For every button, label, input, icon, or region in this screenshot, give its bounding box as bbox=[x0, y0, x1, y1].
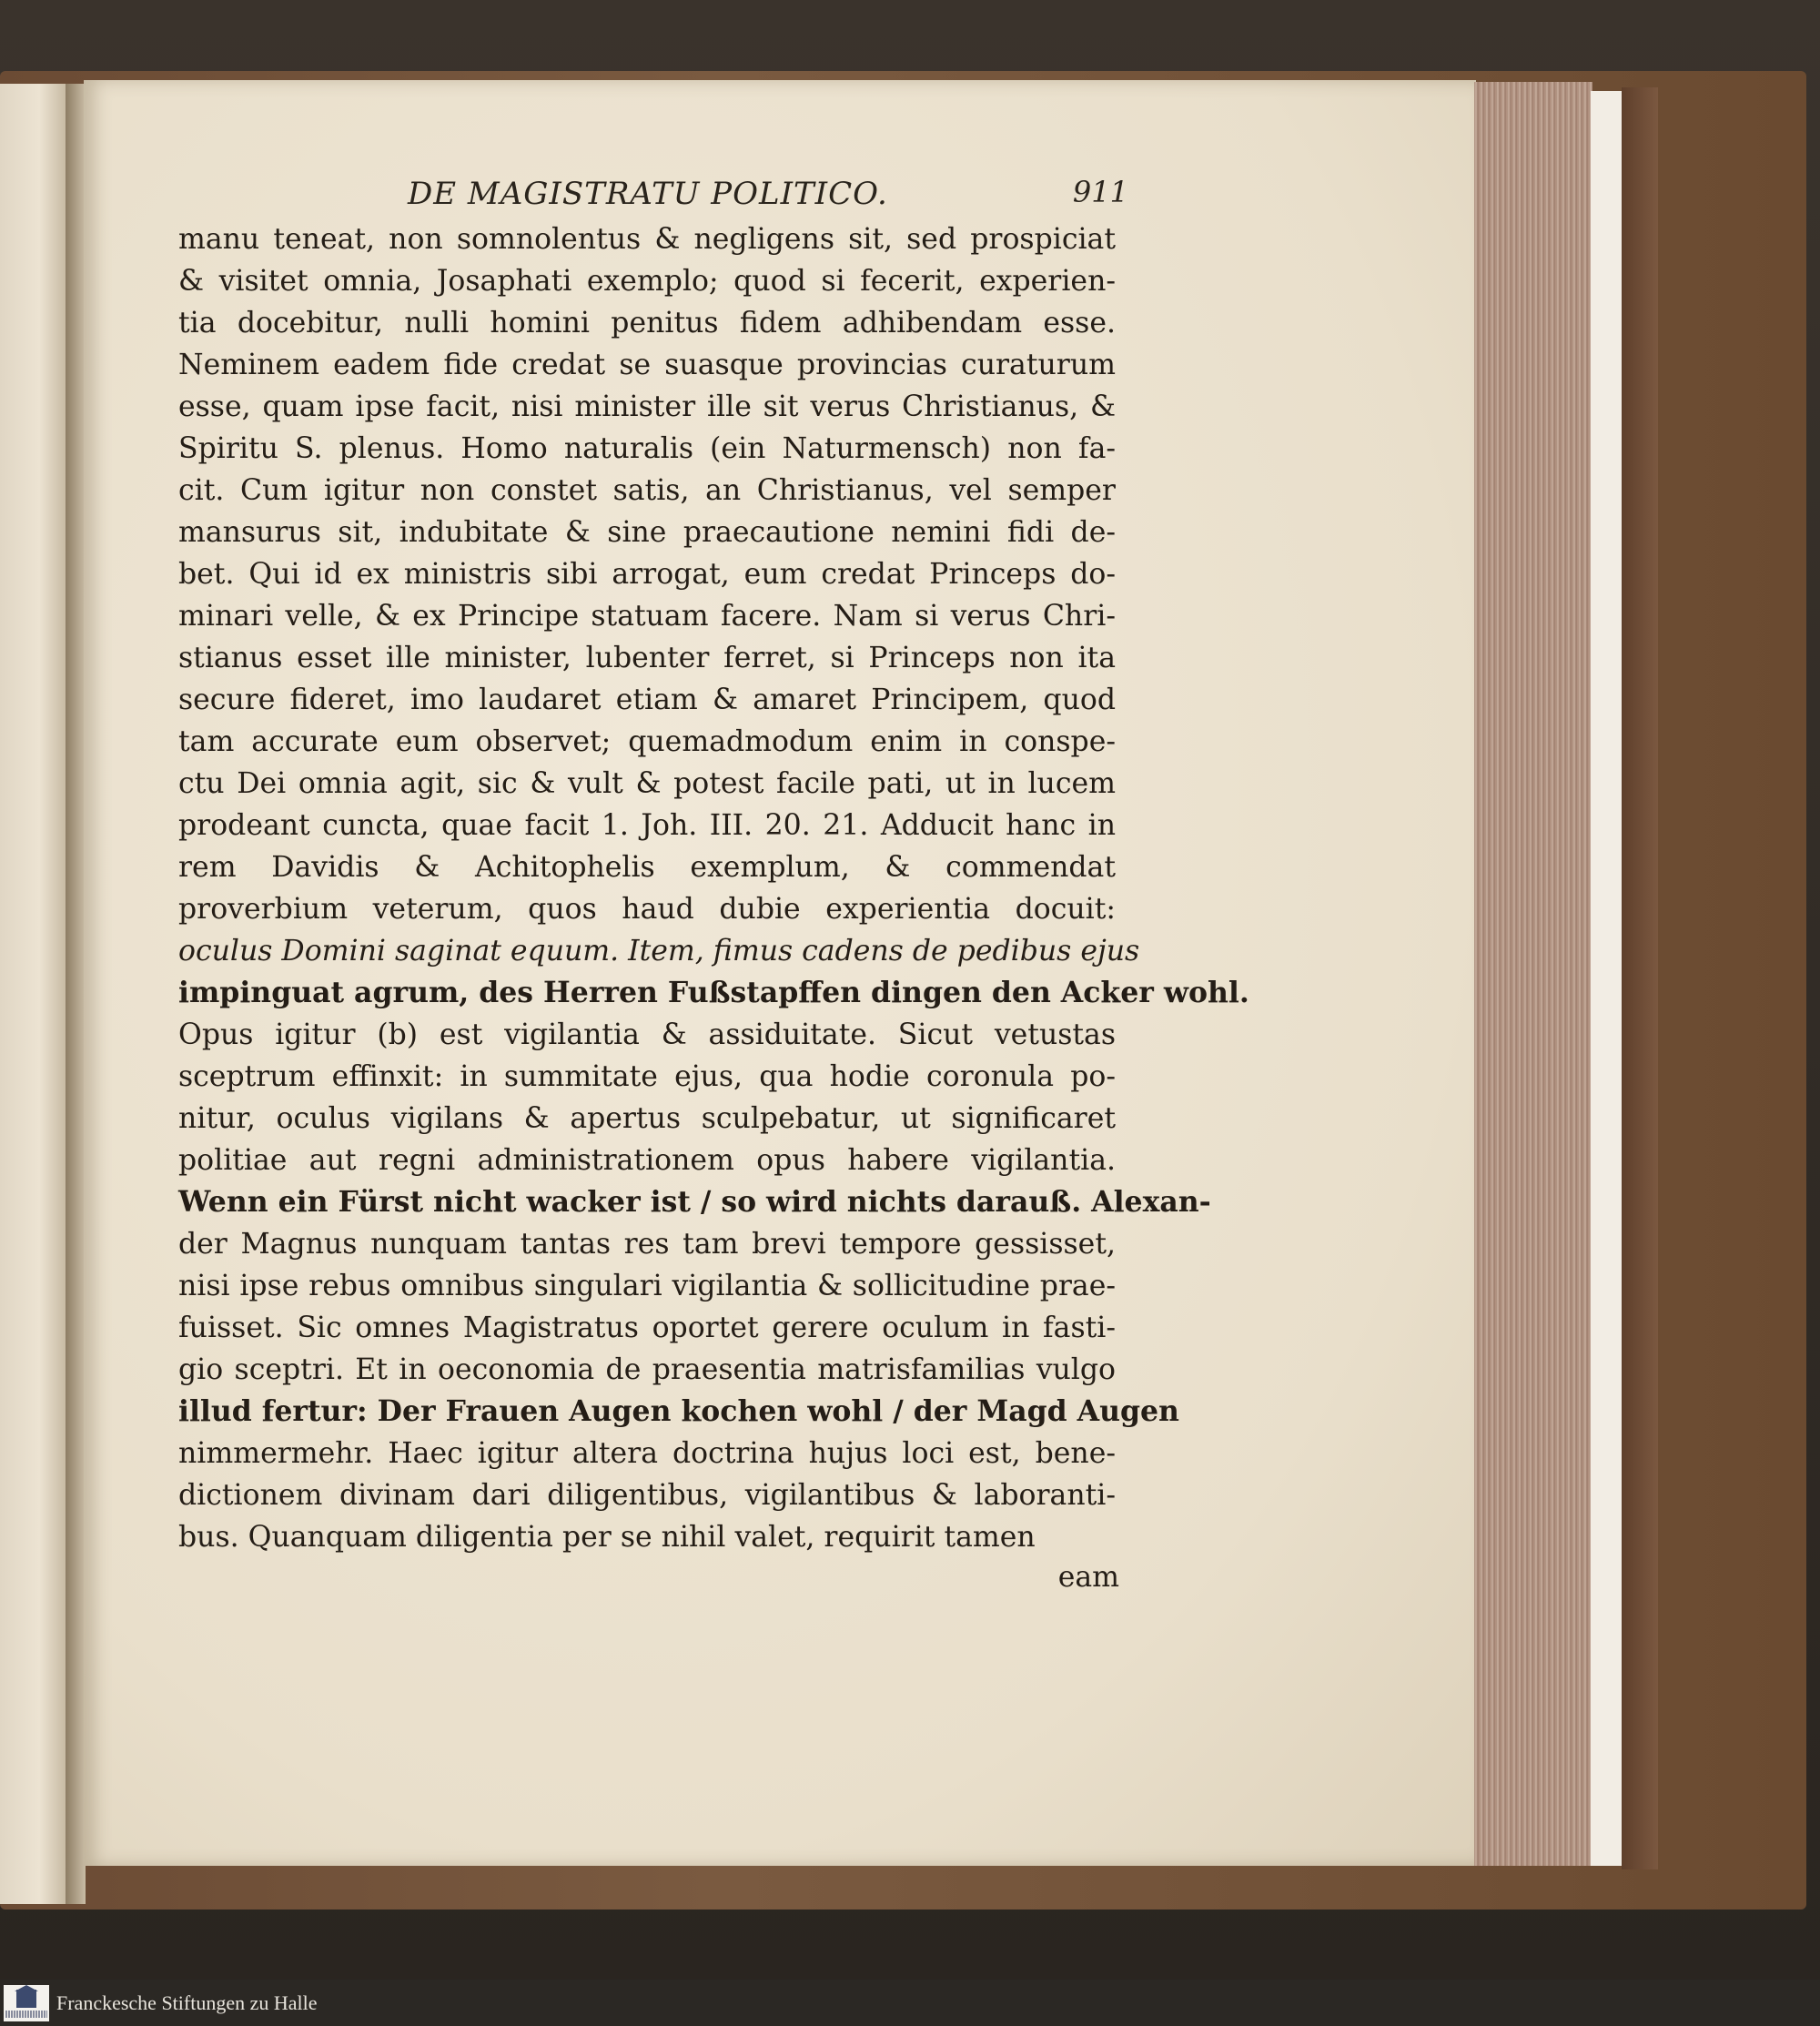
text-line: manu teneat, non somnolentus & negligens sit, sed prospiciat bbox=[178, 223, 1116, 256]
text-line: Wenn ein Fürst nicht wacker ist / so wird nichts darauß. Alexan- bbox=[178, 1185, 1211, 1219]
logo-building-shape bbox=[16, 1990, 36, 2008]
text-line: dictionem divinam dari diligentibus, vigilantibus & laboranti- bbox=[178, 1479, 1116, 1512]
text-line: proverbium veterum, quos haud dubie experientia docuit: bbox=[178, 893, 1116, 926]
book-gutter bbox=[66, 84, 86, 1904]
text-line: sceptrum effinxit: in summitate ejus, qua hodie coronula po- bbox=[178, 1060, 1116, 1093]
text-line: ctu Dei omnia agit, sic & vult & potest facile pati, ut in lucem bbox=[178, 767, 1116, 800]
text-line: Spiritu S. plenus. Homo naturalis (ein Naturmensch) non fa- bbox=[178, 432, 1116, 465]
text-line: tam accurate eum observet; quemadmodum enim in conspe- bbox=[178, 725, 1116, 758]
text-line: nisi ipse rebus omnibus singulari vigilantia & sollicitudine prae- bbox=[178, 1270, 1116, 1302]
text-line: der Magnus nunquam tantas res tam brevi tempore gessisset, bbox=[178, 1228, 1116, 1261]
text-line: politiae aut regni administrationem opus habere vigilantia. bbox=[178, 1144, 1116, 1177]
text-line: esse, quam ipse facit, nisi minister ille sit verus Christianus, & bbox=[178, 390, 1116, 423]
footer-institution-name: Franckesche Stiftungen zu Halle bbox=[56, 1991, 318, 2014]
text-line: bus. Quanquam diligentia per se nihil valet, requirit tamen bbox=[178, 1521, 1036, 1554]
text-line: stianus esset ille minister, lubenter ferret, si Princeps non ita bbox=[178, 642, 1116, 674]
catchword: eam bbox=[1057, 1561, 1119, 1594]
previous-page-edge bbox=[0, 84, 67, 1904]
text-line: secure fideret, imo laudaret etiam & amaret Principem, quod bbox=[178, 684, 1116, 716]
text-line: Opus igitur (b) est vigilantia & assiduitate. Sicut vetustas bbox=[178, 1018, 1116, 1051]
text-line: & visitet omnia, Josaphati exemplo; quod si fecerit, experien- bbox=[178, 265, 1116, 298]
running-head: DE MAGISTRATU POLITICO. bbox=[408, 176, 888, 212]
text-line: illud fertur: Der Frauen Augen kochen wohl / der Magd Augen bbox=[178, 1394, 1179, 1428]
text-line: minari velle, & ex Principe statuam facere. Nam si verus Chri- bbox=[178, 600, 1116, 633]
page-edge-white bbox=[1591, 91, 1622, 1866]
text-line: oculus Domini saginat equum. Item, fimus cadens de pedibus ejus bbox=[178, 935, 1140, 967]
text-line: cit. Cum igitur non constet satis, an Christianus, vel semper bbox=[178, 474, 1116, 507]
page-number: 911 bbox=[1072, 175, 1128, 209]
text-line: tia docebitur, nulli homini penitus fidem adhibendam esse. bbox=[178, 307, 1116, 339]
text-line: prodeant cuncta, quae facit 1. Joh. III. 20. 21. Adducit hanc in bbox=[178, 809, 1116, 842]
text-line: nitur, oculus vigilans & apertus sculpebatur, ut significaret bbox=[178, 1102, 1116, 1135]
text-line: mansurus sit, indubitate & sine praecautione nemini fidi de- bbox=[178, 516, 1116, 549]
binding-edge bbox=[1622, 87, 1658, 1869]
page-edges bbox=[1474, 82, 1592, 1866]
text-line: bet. Qui id ex ministris sibi arrogat, eum credat Princeps do- bbox=[178, 558, 1116, 591]
text-line: Neminem eadem fide credat se suasque provincias curaturum bbox=[178, 349, 1116, 381]
francke-foundation-logo-icon[interactable] bbox=[4, 1985, 49, 2021]
body-text bbox=[178, 218, 1249, 1602]
text-line: fuisset. Sic omnes Magistratus oportet gerere oculum in fasti- bbox=[178, 1312, 1116, 1344]
text-line: rem Davidis & Achitophelis exemplum, & commendat bbox=[178, 851, 1116, 884]
logo-caption-shape bbox=[5, 2011, 47, 2018]
footer-bar bbox=[0, 1980, 1820, 2026]
text-line: impinguat agrum, des Herren Fußstapffen dingen den Acker wohl. bbox=[178, 976, 1249, 1009]
text-line: gio sceptri. Et in oeconomia de praesentia matrisfamilias vulgo bbox=[178, 1353, 1116, 1386]
text-line: nimmermehr. Haec igitur altera doctrina hujus loci est, bene- bbox=[178, 1437, 1116, 1470]
